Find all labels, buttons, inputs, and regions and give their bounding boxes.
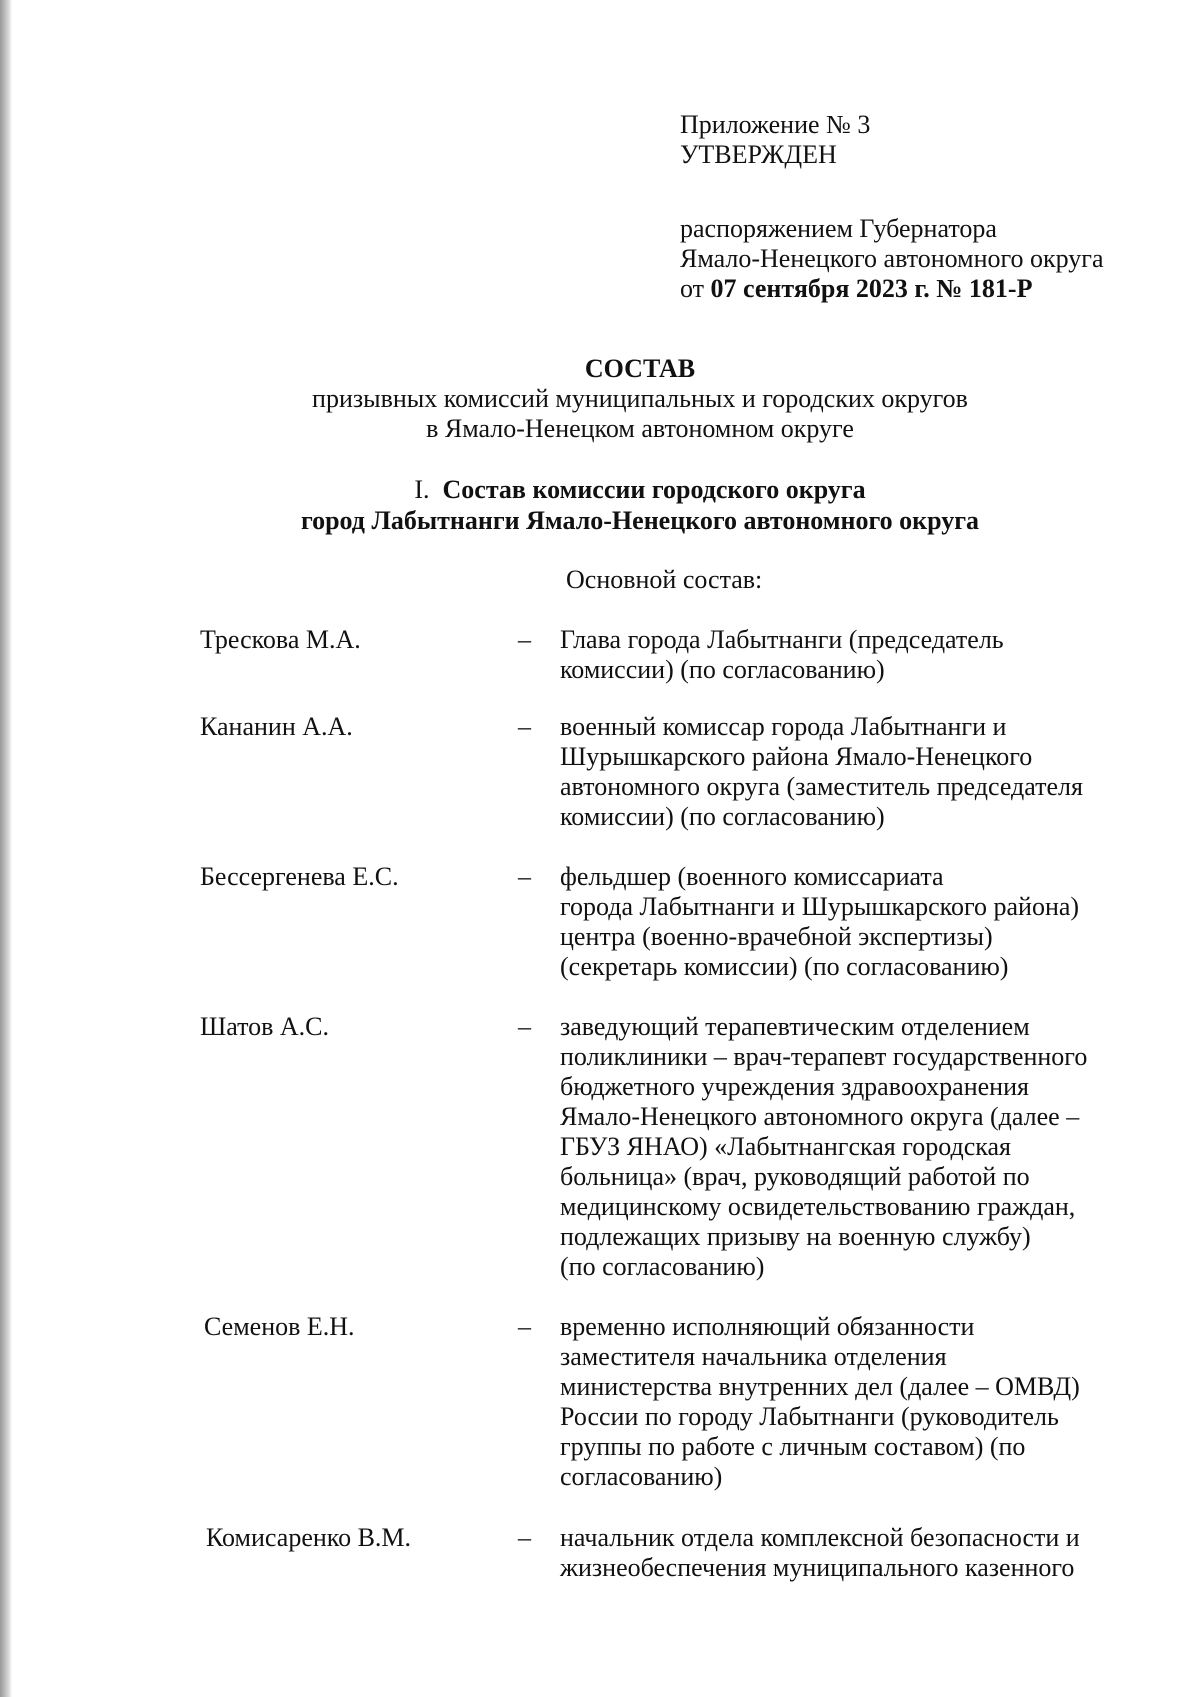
approval-date-value: 07 сентября 2023 г. № 181-Р [710, 274, 1033, 303]
approval-date-line [680, 274, 1160, 304]
member-role-line: автономного округа (заместитель председателя [560, 772, 1083, 801]
member-name: Кананин А.А. [200, 712, 353, 741]
member-role-line: (по согласованию) [560, 1252, 765, 1281]
member-role-line: временно исполняющий обязанности [560, 1312, 975, 1341]
member-role-line: Шурышкарского района Ямало-Ненецкого [560, 742, 1033, 771]
member-role-line: (секретарь комиссии) (по согласованию) [560, 952, 1009, 981]
member-role-line: больница» (врач, руководящий работой по [560, 1162, 1030, 1191]
member-role-line: согласованию) [560, 1462, 723, 1491]
member-role-line: медицинскому освидетельствованию граждан, [560, 1192, 1076, 1221]
member-role-line: России по городу Лабытнанги (руководитель [560, 1402, 1059, 1431]
member-role-line: заведующий терапевтическим отделением [560, 1012, 1030, 1041]
title-subtitle-line-1: призывных комиссий муниципальных и городских округов [312, 384, 968, 413]
section-title-line-2: город Лабытнанги Ямало-Ненецкого автономного округа [300, 506, 980, 535]
composition-label: Основной состав: [566, 565, 763, 594]
section-heading-line-1 [0, 474, 1200, 505]
member-role-line: поликлиники – врач-терапевт государственного [560, 1042, 1088, 1071]
member-role-line: военный комиссар города Лабытнанги и [560, 712, 1007, 741]
member-dash: – [518, 625, 531, 654]
member-role-line: группы по работе с личным составом) (по [560, 1432, 1026, 1461]
member-role-line: подлежащих призыву на военную службу) [560, 1222, 1031, 1251]
section-heading [0, 474, 1200, 536]
appendix-number: Приложение № 3 [680, 110, 871, 139]
member-dash: – [518, 1523, 531, 1552]
member-name: Бессергенева Е.С. [200, 862, 399, 891]
member-dash: – [518, 1312, 531, 1341]
member-role-line: комиссии) (по согласованию) [560, 802, 885, 831]
member-name: Семенов Е.Н. [204, 1312, 355, 1341]
member-dash: – [518, 862, 531, 891]
approval-date-prefix: от [680, 274, 711, 303]
member-role-line: центра (военно-врачебной экспертизы) [560, 922, 993, 951]
document-title [0, 354, 1200, 444]
member-role [560, 712, 1160, 832]
member-role [560, 1012, 1160, 1282]
member-role-line: города Лабытнанги и Шурышкарского района) [560, 892, 1080, 921]
member-role-line: заместителя начальника отделения [560, 1342, 947, 1371]
member-role-line: начальник отдела комплексной безопасности и [560, 1523, 1080, 1552]
member-name: Трескова М.А. [200, 625, 361, 654]
member-role-line: ГБУЗ ЯНАО) «Лабытнангская городская [560, 1132, 1011, 1161]
member-role [560, 1523, 1160, 1583]
approval-authority: распоряжением Губернатора [680, 214, 997, 243]
member-role [560, 862, 1160, 982]
member-role-line: фельдшер (военного комиссариата [560, 862, 944, 891]
approved-label: УТВЕРЖДЕН [680, 140, 837, 169]
title-subtitle-line-2: в Ямало-Ненецком автономном округе [426, 414, 854, 443]
member-role-line: жизнеобеспечения муниципального казенного [560, 1553, 1075, 1582]
member-role [560, 625, 1160, 685]
approval-block [680, 110, 1160, 304]
title-main: СОСТАВ [584, 354, 696, 383]
member-role-line: комиссии) (по согласованию) [560, 655, 885, 684]
member-name: Шатов А.С. [200, 1012, 330, 1041]
member-role [560, 1312, 1160, 1492]
member-role-line: Ямало-Ненецкого автономного округа (далее – [560, 1102, 1080, 1131]
section-number: I. [414, 475, 430, 504]
member-role-line: бюджетного учреждения здравоохранения [560, 1072, 1029, 1101]
member-name: Комисаренко В.М. [206, 1523, 412, 1552]
member-dash: – [518, 712, 531, 741]
approval-region: Ямало-Ненецкого автономного округа [680, 244, 1104, 273]
member-role-line: Глава города Лабытнанги (председатель [560, 625, 1004, 654]
section-title-line-1: Состав комиссии городского округа [442, 475, 866, 504]
member-role-line: министерства внутренних дел (далее – ОМВД) [560, 1372, 1080, 1401]
member-dash: – [518, 1012, 531, 1041]
